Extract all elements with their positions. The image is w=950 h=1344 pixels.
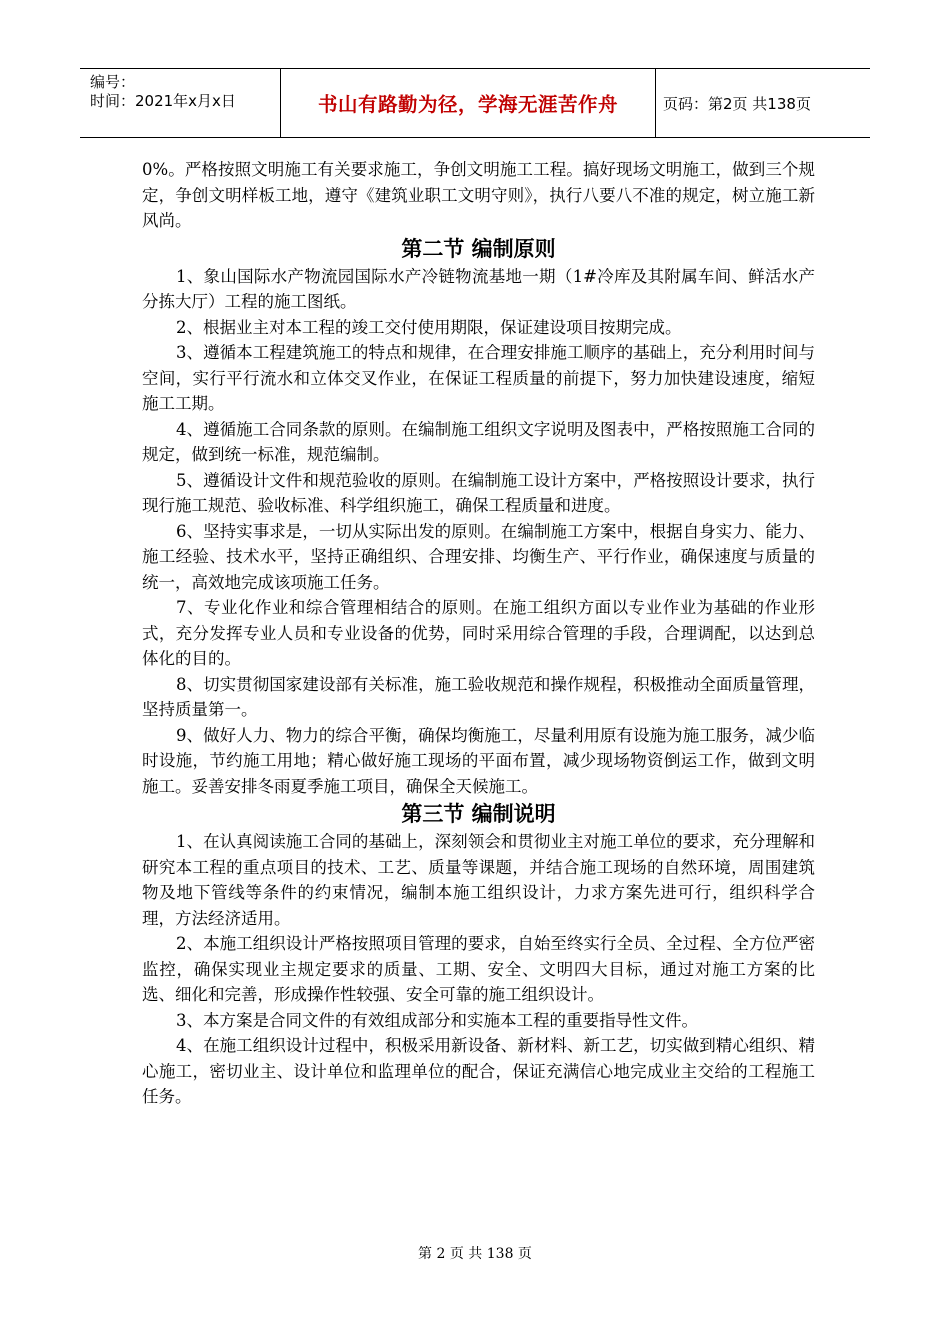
intro-paragraph: 0%。严格按照文明施工有关要求施工，争创文明施工工程。搞好现场文明施工，做到三个规定，争创文明样板工地，遵守《建筑业职工文明守则》，执行八要八不准的规定，树立施工新风尚。 bbox=[142, 160, 815, 230]
section-2-item: 2、根据业主对本工程的竣工交付使用期限，保证建设项目按期完成。 bbox=[176, 317, 682, 337]
section-3-item: 2、本施工组织设计严格按照项目管理的要求，自始至终实行全员、全过程、全方位严密监控，确保实现业主规定要求的质量、工期、安全、文明四大目标，通过对施工方案的比选、细化和完善，形成操作性较强、安全可靠的施工组织设计。 bbox=[142, 934, 815, 1004]
page-footer: 第 2 页 共 138 页 bbox=[418, 1246, 532, 1262]
section-2-list bbox=[142, 264, 815, 800]
section-2-item: 7、专业化作业和综合管理相结合的原则。在施工组织方面以专业作业为基础的作业形式，充分发挥专业人员和专业设备的优势，同时采用综合管理的手段，合理调配，以达到总体化的目的。 bbox=[142, 598, 815, 668]
page-header bbox=[80, 68, 870, 138]
section-3-item: 4、在施工组织设计过程中，积极采用新设备、新材料、新工艺，切实做到精心组织、精心施工，密切业主、设计单位和监理单位的配合，保证充满信心地完成业主交给的工程施工任务。 bbox=[142, 1036, 815, 1106]
header-meta bbox=[80, 69, 281, 137]
section-3-title: 第三节 编制说明 bbox=[401, 802, 556, 826]
document-number-label: 编号： bbox=[90, 73, 136, 91]
section-3-item: 1、在认真阅读施工合同的基础上，深刻领会和贯彻业主对施工单位的要求，充分理解和研究本工程的重点项目的技术、工艺、质量等课题，并结合施工现场的自然环境，周围建筑物及地下管线等条件的约束情况，编制本施工组织设计，力求方案先进可行，组织科学合理，方法经济适用。 bbox=[142, 832, 815, 928]
section-2-item: 1、象山国际水产物流园国际水产冷链物流基地一期（1#冷库及其附属车间、鲜活水产分拣大厅）工程的施工图纸。 bbox=[142, 266, 815, 311]
header-motto: 书山有路勤为径，学海无涯苦作舟 bbox=[281, 69, 656, 137]
document-date-label: 时间：2021年x月x日 bbox=[90, 92, 236, 110]
section-3-list bbox=[142, 829, 815, 1110]
section-2-item: 9、做好人力、物力的综合平衡，确保均衡施工，尽量利用原有设施为施工服务，减少临时设施，节约施工用地；精心做好施工现场的平面布置，减少现场物资倒运工作，做到文明施工。妥善安排冬雨夏季施工项目，确保全天候施工。 bbox=[142, 725, 815, 796]
section-2-item: 8、切实贯彻国家建设部有关标准，施工验收规范和操作规程，积极推动全面质量管理，坚持质量第一。 bbox=[142, 674, 815, 719]
section-2-item: 5、遵循设计文件和规范验收的原则。在编制施工设计方案中，严格按照设计要求，执行现行施工规范、验收标准、科学组织施工，确保工程质量和进度。 bbox=[142, 470, 815, 515]
section-2-item: 6、坚持实事求是，一切从实际出发的原则。在编制施工方案中，根据自身实力、能力、施工经验、技术水平，坚持正确组织、合理安排、均衡生产、平行作业，确保速度与质量的统一，高效地完成该项施工任务。 bbox=[142, 521, 815, 592]
document-body bbox=[142, 157, 815, 1110]
section-2-title: 第二节 编制原则 bbox=[401, 236, 556, 261]
header-page-number: 页码：第2页 共138页 bbox=[663, 94, 811, 113]
section-2-item: 4、遵循施工合同条款的原则。在编制施工组织文字说明及图表中，严格按照施工合同的规定，做到统一标准，规范编制。 bbox=[142, 419, 815, 464]
section-3-item: 3、本方案是合同文件的有效组成部分和实施本工程的重要指导性文件。 bbox=[176, 1010, 698, 1030]
section-2-item: 3、遵循本工程建筑施工的特点和规律，在合理安排施工顺序的基础上，充分利用时间与空间，实行平行流水和立体交叉作业，在保证工程质量的前提下，努力加快建设速度，缩短施工工期。 bbox=[142, 343, 815, 413]
